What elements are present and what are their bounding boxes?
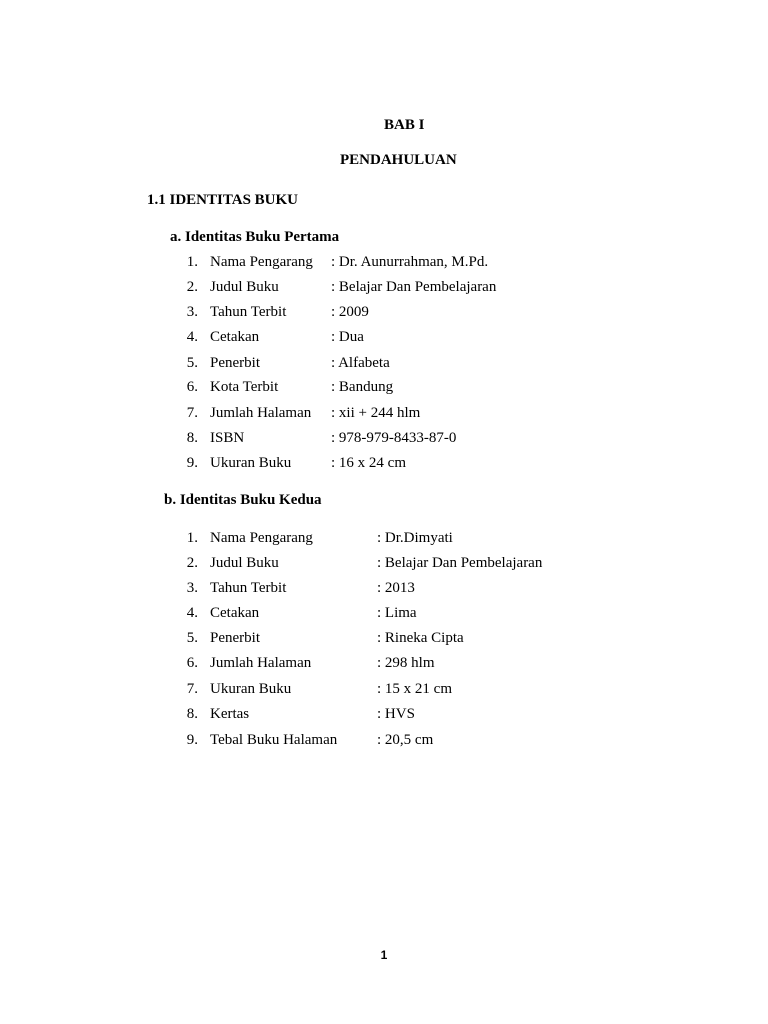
list-item-value: : 15 x 21 cm (377, 681, 452, 697)
page-number: 1 (380, 948, 388, 962)
list-item-number: 6. (186, 379, 198, 395)
list-item-number: 8. (186, 706, 198, 722)
list-item-label: Kertas (210, 706, 250, 722)
list-item-number: 3. (186, 580, 198, 596)
list-item-value: : Belajar Dan Pembelajaran (377, 555, 543, 571)
list-item-label: Penerbit (210, 355, 260, 371)
list-item-number: 8. (186, 430, 198, 446)
chapter-heading: BAB I (384, 117, 425, 133)
list-item-number: 4. (186, 605, 198, 621)
list-item-value: : Dua (331, 329, 364, 345)
list-item-value: : Dr.Dimyati (377, 530, 453, 546)
list-item-label: Cetakan (210, 329, 260, 345)
list-item-label: ISBN (210, 430, 245, 446)
list-item-number: 5. (186, 630, 198, 646)
list-item-number: 4. (186, 329, 198, 345)
list-item-label: Tahun Terbit (210, 580, 287, 596)
list-item-label: Nama Pengarang (210, 254, 313, 270)
list-item-label: Tahun Terbit (210, 304, 287, 320)
list-item-value: : 978-979-8433-87-0 (331, 430, 457, 446)
list-item-value: : 298 hlm (377, 655, 435, 671)
list-item-value: : Rineka Cipta (377, 630, 464, 646)
list-item-label: Ukuran Buku (210, 681, 292, 697)
list-item-value: : 20,5 cm (377, 732, 434, 748)
list-item-label: Penerbit (210, 630, 260, 646)
list-item-number: 2. (186, 279, 198, 295)
list-item-number: 1. (186, 530, 198, 546)
list-item-value: : Belajar Dan Pembelajaran (331, 279, 497, 295)
list-item-number: 7. (186, 681, 198, 697)
section-heading: 1.1 IDENTITAS BUKU (147, 192, 299, 208)
list-item-number: 9. (186, 455, 198, 471)
list-item-value: : HVS (377, 706, 415, 722)
book2-heading: b. Identitas Buku Kedua (164, 492, 322, 508)
list-item-label: Nama Pengarang (210, 530, 313, 546)
list-item-label: Tebal Buku Halaman (210, 732, 338, 748)
list-item-value: : Bandung (331, 379, 394, 395)
list-item-label: Jumlah Halaman (210, 655, 312, 671)
list-item-number: 6. (186, 655, 198, 671)
list-item-label: Cetakan (210, 605, 260, 621)
list-item-label: Judul Buku (210, 555, 279, 571)
list-item-number: 9. (186, 732, 198, 748)
list-item-number: 5. (186, 355, 198, 371)
list-item-value: : 2009 (331, 304, 369, 320)
list-item-number: 2. (186, 555, 198, 571)
list-item-label: Judul Buku (210, 279, 279, 295)
list-item-number: 7. (186, 405, 198, 421)
list-item-number: 1. (186, 254, 198, 270)
book1-heading: a. Identitas Buku Pertama (170, 229, 340, 245)
list-item-label: Ukuran Buku (210, 455, 292, 471)
list-item-number: 3. (186, 304, 198, 320)
list-item-value: : Dr. Aunurrahman, M.Pd. (331, 254, 489, 270)
list-item-value: : 2013 (377, 580, 415, 596)
page-title: PENDAHULUAN (340, 152, 457, 168)
list-item-value: : Alfabeta (331, 355, 390, 371)
list-item-value: : Lima (377, 605, 417, 621)
list-item-value: : xii + 244 hlm (331, 405, 421, 421)
list-item-value: : 16 x 24 cm (331, 455, 406, 471)
list-item-label: Kota Terbit (210, 379, 279, 395)
list-item-label: Jumlah Halaman (210, 405, 312, 421)
